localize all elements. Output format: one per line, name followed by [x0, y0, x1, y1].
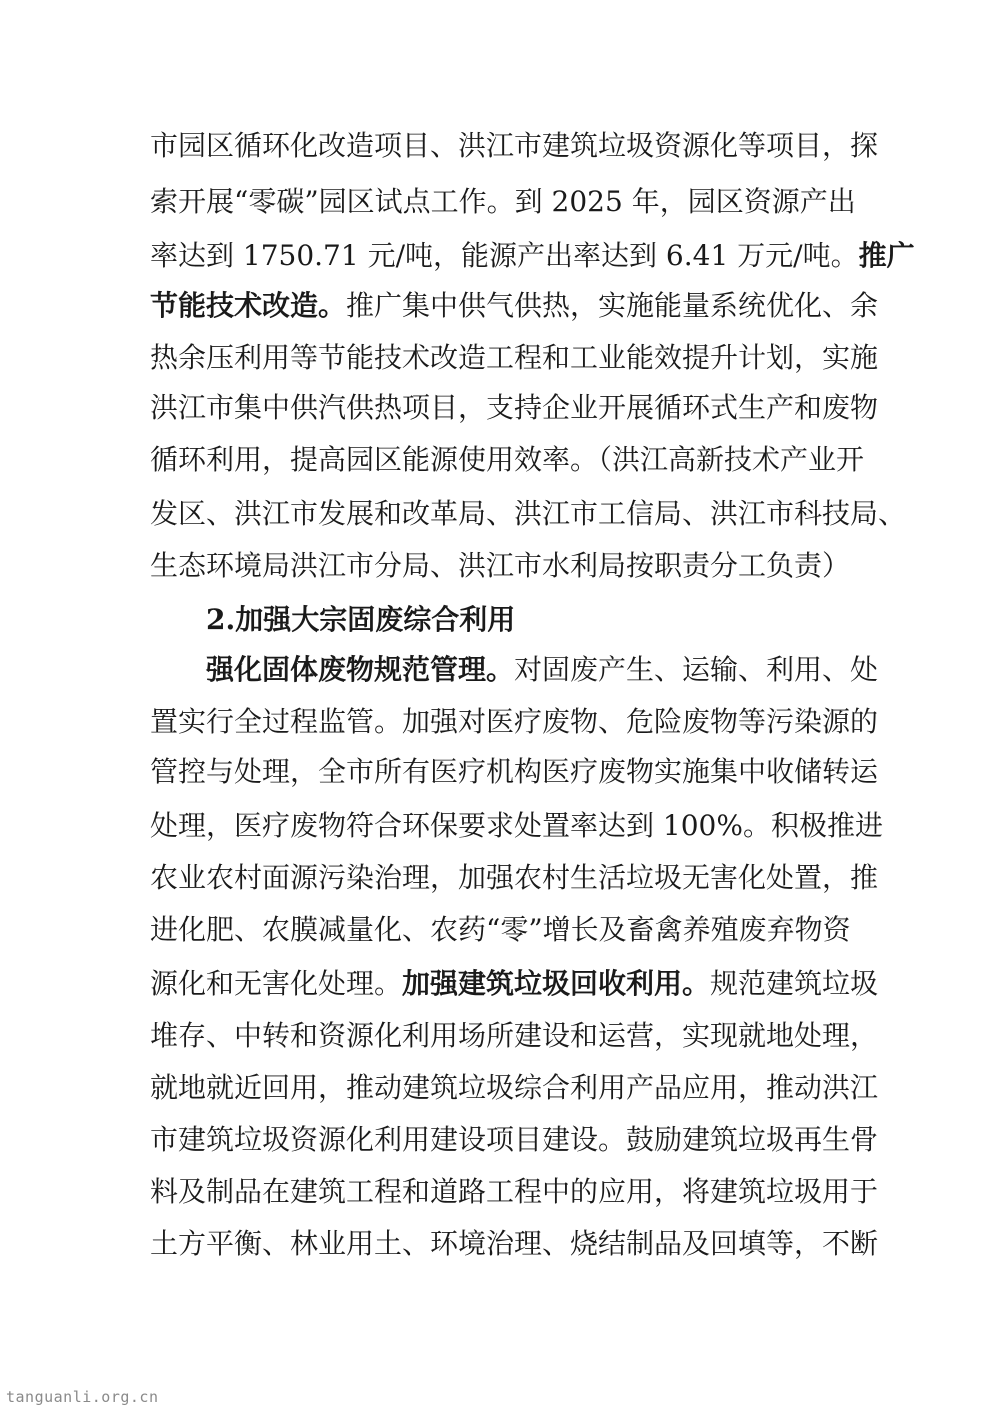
watermark: tanguanli.org.cn [6, 1388, 159, 1406]
text-line: 节能技术改造。推广集中供气供热，实施能量系统优化、余 [150, 289, 879, 322]
text-line: 处理，医疗废物符合环保要求处置率达到 100%。积极推进 [150, 809, 883, 842]
text-line: 市建筑垃圾资源化利用建设项目建设。鼓励建筑垃圾再生骨 [150, 1123, 879, 1156]
text-line: 索开展“零碳”园区试点工作。到 2025 年，园区资源产出 [150, 185, 856, 218]
text-line: 进化肥、农膜减量化、农药“零”增长及畜禽养殖废弃物资 [150, 913, 851, 946]
text-line: 热余压利用等节能技术改造工程和工业能效提升计划，实施 [150, 341, 879, 374]
text-line: 就地就近回用，推动建筑垃圾综合利用产品应用，推动洪江 [150, 1071, 879, 1104]
text-line: 发区、洪江市发展和改革局、洪江市工信局、洪江市科技局、 [150, 497, 907, 530]
text-line: 源化和无害化处理。加强建筑垃圾回收利用。规范建筑垃圾 [150, 967, 879, 1000]
text-line: 农业农村面源污染治理，加强农村生活垃圾无害化处置，推 [150, 861, 879, 894]
text-line: 土方平衡、林业用土、环境治理、烧结制品及回填等，不断 [150, 1227, 879, 1260]
text-line: 置实行全过程监管。加强对医疗废物、危险废物等污染源的 [150, 705, 879, 738]
text-line: 循环利用，提高园区能源使用效率。（洪江高新技术产业开 [150, 443, 865, 476]
section-heading: 2.加强大宗固废综合利用 [206, 603, 516, 636]
text-line: 市园区循环化改造项目、洪江市建筑垃圾资源化等项目，探 [150, 129, 879, 162]
text-line: 生态环境局洪江市分局、洪江市水利局按职责分工负责） [150, 549, 851, 582]
text-line: 洪江市集中供汽供热项目，支持企业开展循环式生产和废物 [150, 391, 879, 424]
text-line: 堆存、中转和资源化利用场所建设和运营，实现就地处理， [150, 1019, 879, 1052]
text-line: 料及制品在建筑工程和道路工程中的应用，将建筑垃圾用于 [150, 1175, 879, 1208]
text-line: 率达到 1750.71 元/吨，能源产出率达到 6.41 万元/吨。推广 [150, 239, 915, 272]
text-line: 管控与处理，全市所有医疗机构医疗废物实施集中收储转运 [150, 755, 879, 788]
text-line: 强化固体废物规范管理。对固废产生、运输、利用、处 [206, 653, 879, 686]
